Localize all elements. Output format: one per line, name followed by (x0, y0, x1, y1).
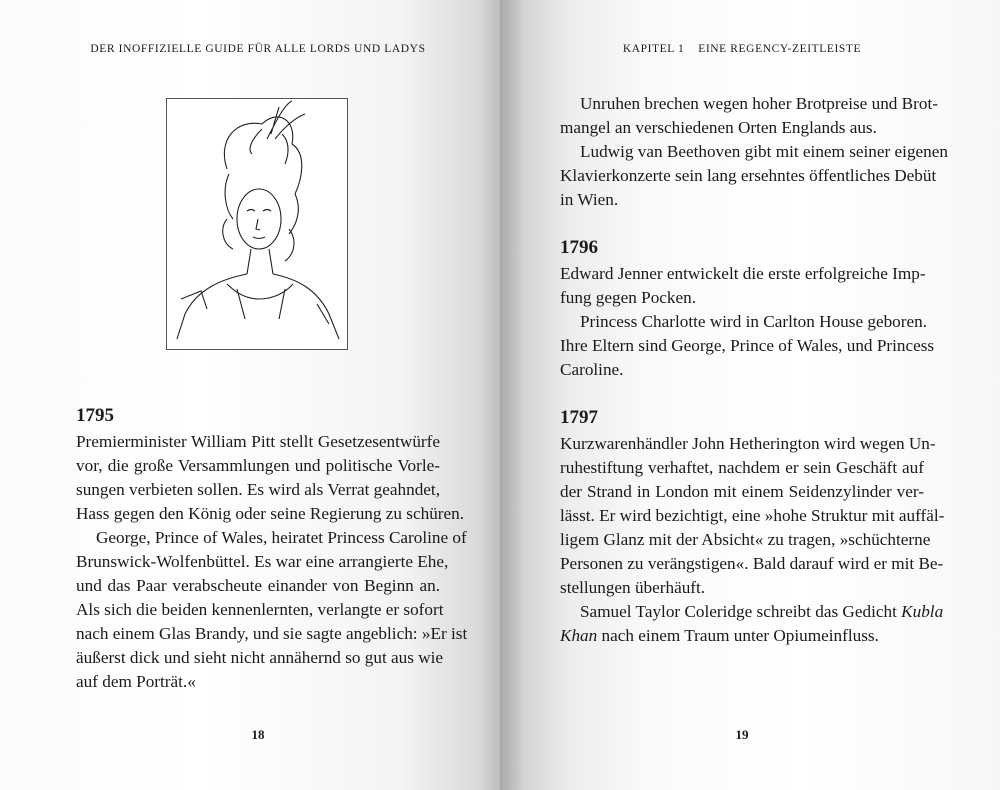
text-line: auf dem Porträt.« (76, 672, 196, 691)
text-line: der Strand in London mit einem Seidenzylinder ver- (560, 482, 924, 501)
running-head: KAPITEL 1 EINE REGENCY-ZEITLEISTE (622, 43, 862, 55)
page-number: 18 (251, 727, 265, 742)
text-line: mangel an verschiedenen Orten Englands aus. (560, 118, 877, 137)
text-line: Kurzwarenhändler John Hetherington wird wegen Un- (560, 434, 936, 453)
text-segment: Samuel Taylor Coleridge schreibt das Gedicht (580, 602, 902, 621)
text-line: Ihre Eltern sind George, Prince of Wales, und Princess (560, 336, 935, 355)
italic-title: Kubla (901, 602, 944, 621)
text-line: in Wien. (560, 190, 619, 209)
text-line: äußerst dick und sieht nicht annähernd so gut aus wie (76, 648, 444, 667)
text-line: George, Prince of Wales, heiratet Princess Caroline of (96, 528, 467, 547)
text-line: fung gegen Pocken. (560, 288, 697, 307)
running-head: DER INOFFIZIELLE GUIDE FÜR ALLE LORDS UND LADYS (90, 43, 426, 55)
page-number: 19 (735, 727, 749, 742)
text-line: Ludwig van Beethoven gibt mit einem seiner eigenen (580, 142, 948, 161)
text-line: Caroline. (560, 360, 624, 379)
italic-title: Khan (560, 626, 598, 645)
text-segment: nach einem Traum unter Opiumeinfluss. (597, 626, 879, 645)
text-line: sungen verbieten sollen. Es wird als Verrat geahndet, (76, 480, 440, 499)
body-text (76, 402, 468, 694)
body-text (560, 92, 948, 648)
text-line: nach einem Glas Brandy, und sie sagte angeblich: »Er ist (76, 624, 468, 643)
text-line: Hass gegen den König oder seine Regierung zu schüren. (76, 504, 465, 523)
section-gap (560, 382, 924, 404)
year-heading: 1796 (560, 237, 598, 258)
text-line: Unruhen brechen wegen hoher Brotpreise und Brot- (580, 94, 938, 113)
text-line (560, 600, 944, 624)
text-line: Brunswick-Wolfenbüttel. Es war eine arrangierte Ehe, (76, 552, 449, 571)
text-line: Als sich die beiden kennenlernten, verlangte er sofort (76, 600, 444, 619)
text-line: Premierminister William Pitt stellt Gesetzesentwürfe (76, 432, 440, 451)
text-line: ligem Glanz mit der Absicht« zu tragen, »schüchterne (560, 530, 931, 549)
section-gap (560, 212, 924, 234)
text-line: vor, die große Versammlungen und politische Vorle- (76, 456, 440, 475)
text-line: Princess Charlotte wird in Carlton House geboren. (580, 312, 928, 331)
text-line (560, 624, 924, 648)
text-line: ruhestiftung verhaftet, nachdem er sein Geschäft auf (560, 458, 924, 477)
text-line: lässt. Er wird bezichtigt, eine »hohe Struktur mit auffäl- (560, 506, 945, 525)
portrait-illustration (166, 98, 348, 350)
text-line: Klavierkonzerte sein lang ersehntes öffentliches Debüt (560, 166, 937, 185)
text-line: und das Paar verabscheute einander von Beginn an. (76, 576, 440, 595)
year-heading: 1795 (76, 405, 114, 426)
text-line: stellungen überhäuft. (560, 578, 706, 597)
text-line: Personen zu verängstigen«. Bald darauf wird er mit Be- (560, 554, 944, 573)
text-line: Edward Jenner entwickelt die erste erfolgreiche Imp- (560, 264, 926, 283)
right-page (500, 0, 1000, 790)
year-heading: 1797 (560, 407, 598, 428)
